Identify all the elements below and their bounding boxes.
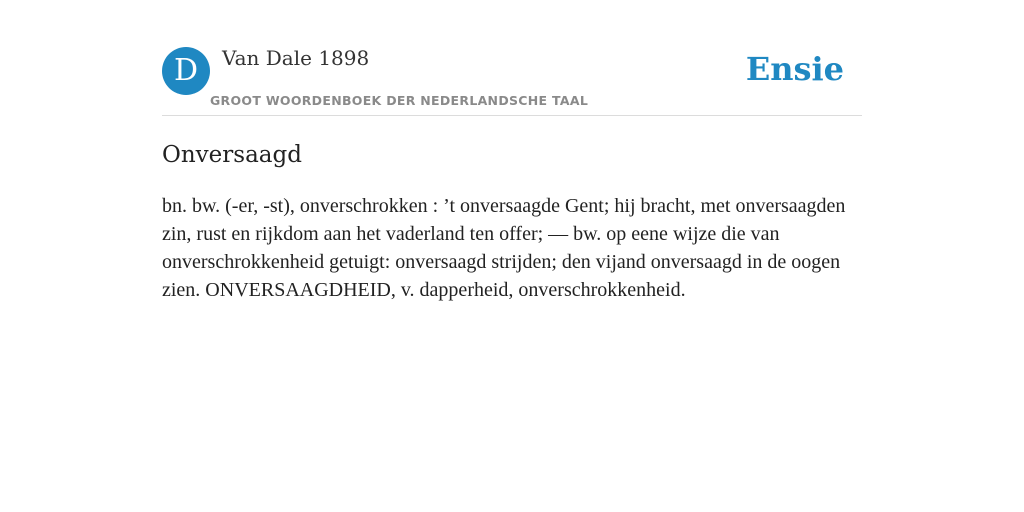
entry-definition: bn. bw. (-er, -st), onverschrokken : ’t onversaagde Gent; hij bracht, met onversaagden zin, rust en rijkdom aan het vaderland ten offer; — bw. op eene wijze die van onverschrokkenheid getuigt: onversaagd strijden; den vijand onversaagd in de oogen zien. ONVERSAAGDHEID, v. dapperheid, onverschrokkenheid.	[162, 195, 846, 301]
dictionary-title[interactable]: Van Dale 1898	[222, 46, 370, 70]
dictionary-header	[162, 0, 862, 116]
entry-headword: Onversaagd	[162, 142, 302, 168]
page-container	[162, 0, 862, 512]
ensie-brand-logo[interactable]: Ensie	[745, 50, 844, 88]
dictionary-subtitle: GROOT WOORDENBOEK DER NEDERLANDSCHE TAAL	[210, 93, 589, 108]
dictionary-logo[interactable]: D	[162, 47, 210, 95]
